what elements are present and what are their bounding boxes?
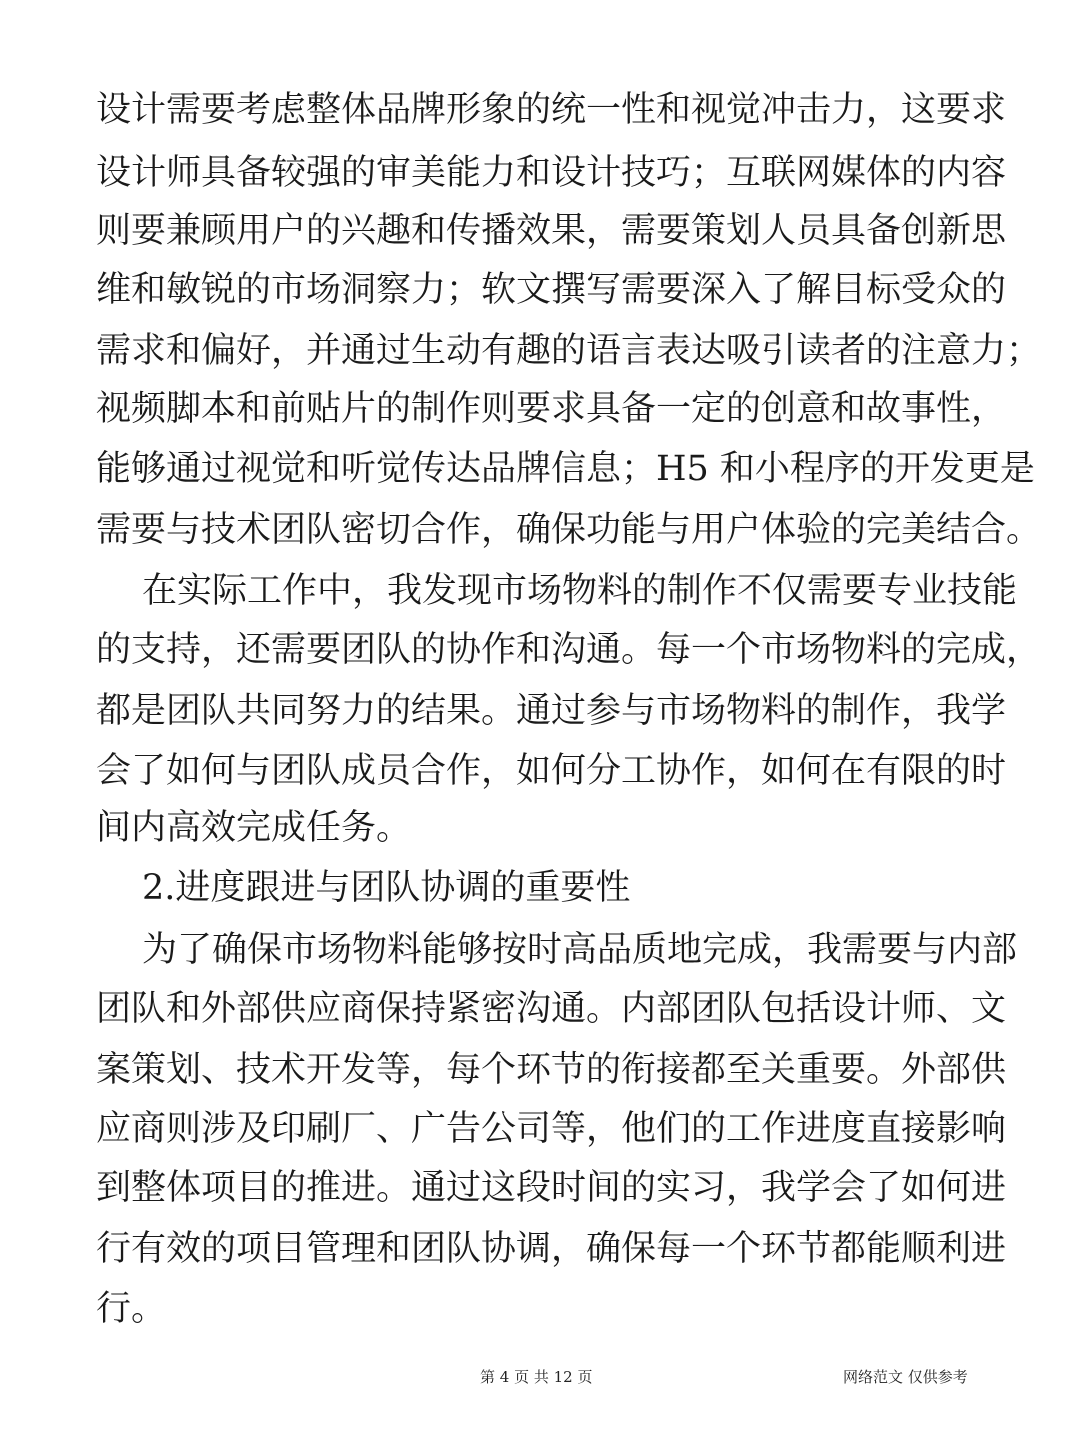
page-indicator: 第 4 页 共 12 页 [480, 1368, 593, 1386]
paragraph-line: 的支持，还需要团队的协作和沟通。每一个市场物料的完成， [96, 630, 1042, 670]
paragraph-line: 则要兼顾用户的兴趣和传播效果，需要策划人员具备创新思 [96, 211, 1007, 251]
paragraph-line: 需求和偏好，并通过生动有趣的语言表达吸引读者的注意力； [96, 331, 1042, 371]
paragraph-line: 会了如何与团队成员合作，如何分工协作，如何在有限的时 [96, 751, 1007, 791]
paragraph-line: 能够通过视觉和听觉传达品牌信息；H5 和小程序的开发更是 [96, 449, 1035, 489]
paragraph-line: 需要与技术团队密切合作，确保功能与用户体验的完美结合。 [96, 510, 1042, 550]
paragraph-line: 维和敏锐的市场洞察力；软文撰写需要深入了解目标受众的 [96, 270, 1007, 310]
paragraph-line: 都是团队共同努力的结果。通过参与市场物料的制作，我学 [96, 691, 1007, 731]
paragraph-line: 到整体项目的推进。通过这段时间的实习，我学会了如何进 [96, 1168, 1007, 1208]
paragraph-line: 行。 [96, 1289, 167, 1329]
footer-note: 网络范文 仅供参考 [843, 1368, 968, 1386]
paragraph-line: 应商则涉及印刷厂、广告公司等，他们的工作进度直接影响 [96, 1109, 1007, 1149]
paragraph-line: 团队和外部供应商保持紧密沟通。内部团队包括设计师、文 [96, 989, 1007, 1029]
paragraph-line: 案策划、技术开发等，每个环节的衔接都至关重要。外部供 [96, 1050, 1007, 1090]
paragraph-line: 在实际工作中，我发现市场物料的制作不仅需要专业技能 [142, 571, 1018, 611]
section-heading: 2.进度跟进与团队协调的重要性 [142, 868, 631, 908]
paragraph-line: 间内高效完成任务。 [96, 808, 412, 848]
paragraph-line: 行有效的项目管理和团队协调，确保每一个环节都能顺利进 [96, 1229, 1007, 1269]
paragraph-line: 为了确保市场物料能够按时高品质地完成，我需要与内部 [142, 930, 1018, 970]
paragraph-line: 视频脚本和前贴片的制作则要求具备一定的创意和故事性， [96, 389, 1007, 429]
paragraph-line: 设计需要考虑整体品牌形象的统一性和视觉冲击力，这要求 [96, 90, 1007, 130]
paragraph-line: 设计师具备较强的审美能力和设计技巧；互联网媒体的内容 [96, 153, 1007, 193]
